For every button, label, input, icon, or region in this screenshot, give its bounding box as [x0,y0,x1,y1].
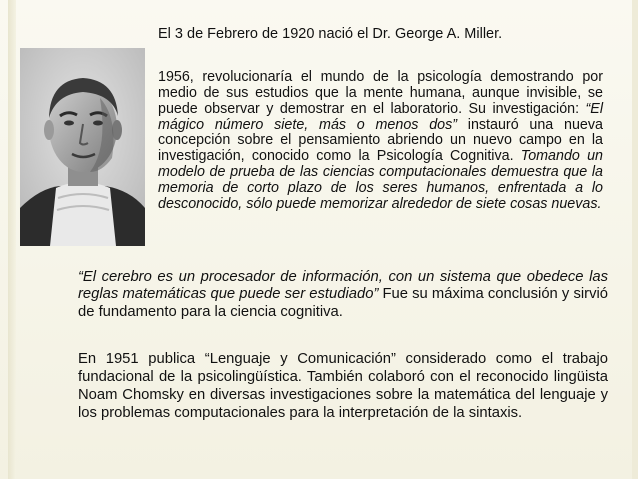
paragraph-1-italic: Tomando un modelo de prueba de las ciencias computacionales demuestra que la memoria de corto plazo de los seres humanos, enfrentada a lo desconocido, sólo puede memorizar alrededor de siete cosas nuevas. [158,148,603,212]
paragraph-1-middle: instauró una nueva concepción sobre el pensamiento abriendo un nuevo campo en la investigación, conocido como la Psicología Cognitiva. [158,116,603,165]
slide-border-left [8,0,16,479]
intro-text: El 3 de Febrero de 1920 nació el Dr. George A. Miller. [158,26,503,42]
paragraph-2 [78,269,608,321]
research-title: “El mágico número siete, más o menos dos” [158,100,603,133]
miller-quote: “El cerebro es un procesador de información, con un sistema que obedece las reglas matemáticas que puede ser estudiado” [78,269,608,303]
paragraph-1 [158,70,603,213]
paragraph-3: En 1951 publica “Lenguaje y Comunicación” considerado como el trabajo fundacional de la psicolingüística. También colaboró con el reconocido lingüista Noam Chomsky en diversas investigaciones sobre la matemática del lenguaje y los problemas computacionales para la interpretación de la sintaxis. [78,351,608,422]
slide-border-right [632,0,638,479]
paragraph-2-rest: Fue su máxima conclusión y sirvió de fundamento para la ciencia cognitiva. [78,286,608,320]
paragraph-1-lead: 1956, revolucionaría el mundo de la psicología demostrando por medio de sus estudios que la mente humana, aunque invisible, se puede observar y demostrar en el laboratorio. Su investigación: [158,69,603,117]
portrait-photo [20,48,145,246]
